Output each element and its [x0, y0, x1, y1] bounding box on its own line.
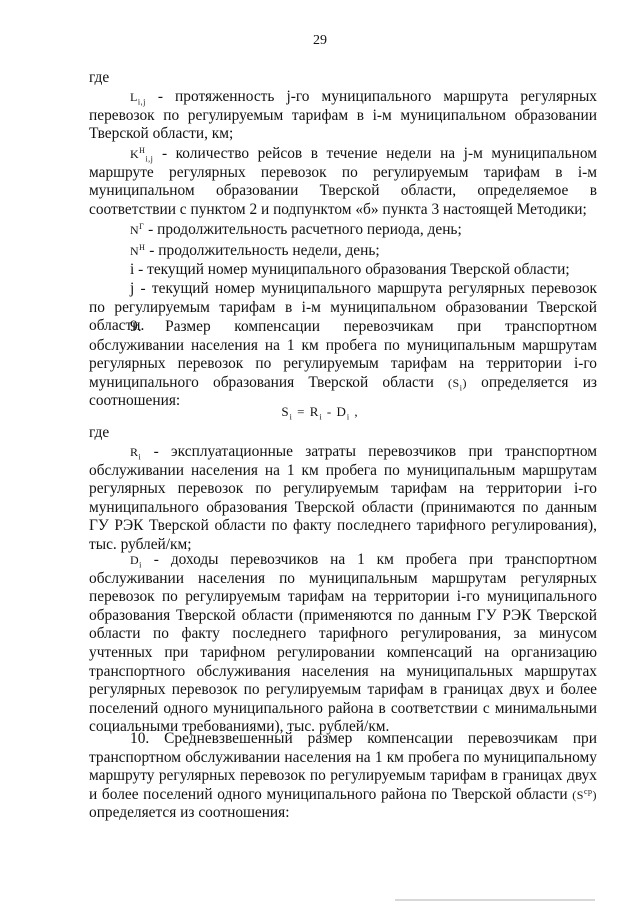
definition-L: $L_{i,j}$ - протяженность j-го муниципального маршрута регулярных перевозок по регулируемым тарифам в i-м муниципальном образовании Тверской области, км; — [89, 88, 597, 143]
definition-K: $K^Н_{i,j}$ - количество рейсов в течение недели на j-м муниципальном маршруте регулярных перевозок по регулируемым тарифам в i-м муниципальном образовании Тверской области, определяемое в соответствии с пунктом 2 и подпунктом «б» пункта 3 настоящей Методики; — [89, 145, 597, 218]
scan-edge-mark — [395, 899, 595, 901]
item-10-paragraph: 10. Средневзвешенный размер компенсации перевозчикам при транспортном обслуживании населения на 1 км пробега по муниципальному маршруту регулярных перевозок по регулируемым тарифам в границах двух и более поселений одного муниципального района по Тверской области $(S^{ср})$ определяется из соотношения: — [89, 730, 597, 822]
symbol-D: $D_i$ — [130, 553, 142, 570]
item-9-paragraph: 9. Размер компенсации перевозчикам при транспортном обслуживании населения на 1 км пробега по муниципальным маршрутам регулярных перевозок по регулируемым тарифам на территории i-го муниципального образования Тверской области $(S_i)$ определяется из соотношения: — [89, 318, 598, 410]
definition-R: $R_i$ - эксплуатационные затраты перевозчиков при транспортном обслуживании населения на 1 км пробега по муниципальным маршрутам регулярных перевозок по регулируемым тарифам на территории i-го муниципального образования Тверской области (принимаются по данным ГУ РЭК Тверской области по факту последнего тарифного регулирования), тыс. рублей/км; — [89, 443, 597, 553]
page-number: 29 — [313, 33, 327, 48]
symbol-L: $L_{i,j}$ — [130, 90, 146, 107]
definition-NN: $N^Н$ - продолжительность недели, день; — [130, 242, 380, 259]
symbol-K: $K^Н_{i,j}$ — [130, 146, 154, 164]
formula-s-equals-r-minus-d: $S_i = R_i - D_i$ , — [281, 404, 359, 422]
where-label-2: где — [89, 424, 110, 441]
symbol-R: $R_i$ — [130, 445, 142, 462]
definition-j: j - текущий номер муниципального маршрута регулярных перевозок по регулируемым тарифам в i-м муниципальном образовании Тверской области. — [89, 280, 597, 335]
symbol-Si: $(S_i)$ — [448, 375, 467, 393]
definition-NG: $N^Г$ - продолжительность расчетного периода, день; — [130, 221, 462, 238]
symbol-Scp: $(S^{ср})$ — [572, 786, 597, 802]
symbol-NN: $N^Н$ — [130, 243, 146, 258]
definition-D: $D_i$ - доходы перевозчиков на 1 км пробега при транспортном обслуживании населения по муниципальным маршрутам регулярных перевозок по регулируемым тарифам на территории i-го муниципального образования Тверской области (применяются по данным ГУ РЭК Тверской области по факту последнего тарифного регулирования, за минусом учтенных при тарифном регулировании компенсаций на организацию транспортного обслуживания населения на муниципальных маршрутах регулярных перевозок по регулируемым тарифам в границах двух и более поселений одного муниципального района в соответствии с минимальными социальными требованиями), тыс. рублей/км. — [89, 551, 597, 736]
symbol-NG: $N^Г$ — [130, 222, 145, 237]
where-label-1: где — [89, 69, 110, 86]
definition-i: i - текущий номер муниципального образования Тверской области; — [130, 261, 570, 278]
